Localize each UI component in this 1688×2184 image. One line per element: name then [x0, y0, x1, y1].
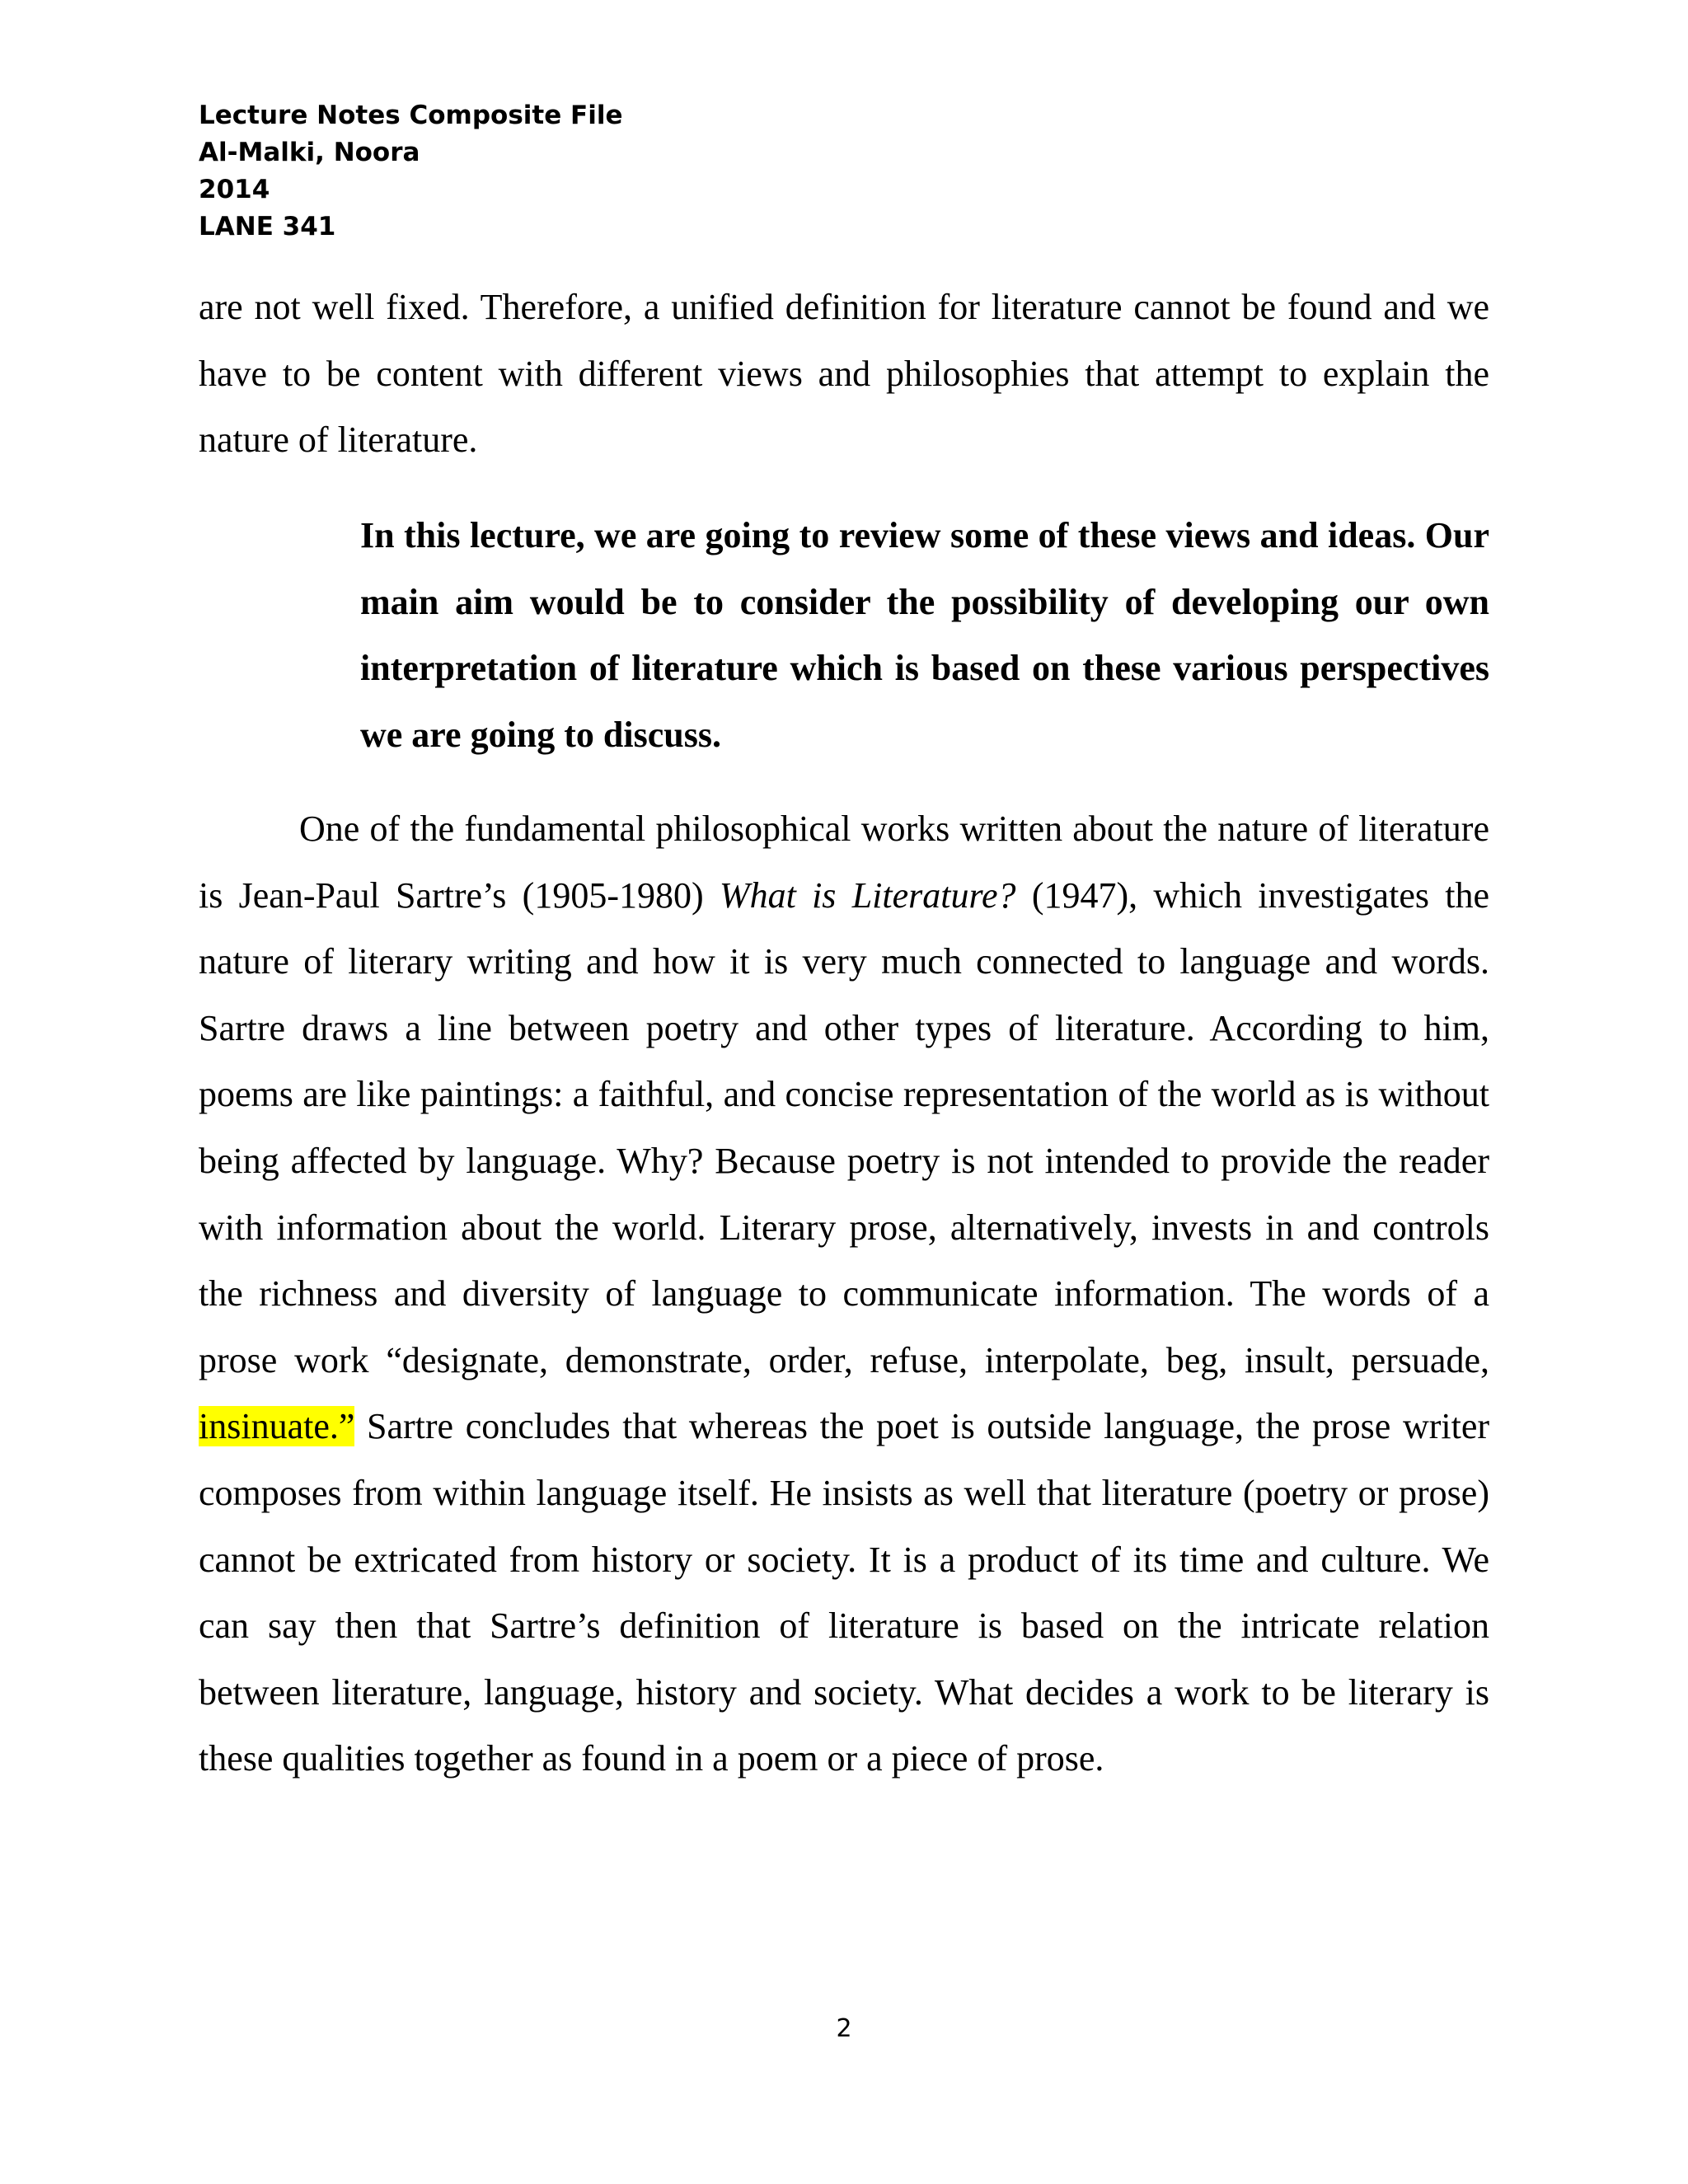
sartre-text-part3: Sartre concludes that whereas the poet is outside language, the prose writer composes from within language itself. He insists as well that literature (poetry or prose) cannot be extricated from history or society. It is a product of its time and culture. We can say then that Sartre’s definition of literature is based on the intricate relation between literature, language, history and society. What decides a work to be literary is these qualities together as found in a poem or a piece of prose. [199, 1406, 1489, 1779]
header-title: Lecture Notes Composite File [199, 101, 623, 130]
highlighted-quote: insinuate.” [199, 1406, 355, 1447]
header-author: Al-Malki, Noora [199, 138, 420, 167]
sartre-text-part2: (1947), which investigates the nature of literary writing and how it is very much connected to language and words. Sartre draws a line between poetry and other types of literature. According to him, poems are like paintings: a faithful, and concise representation of the world as is without being affected by language. Why? Because poetry is not intended to provide the reader with information about the world. Literary prose, alternatively, invests in and controls the richness and diversity of language to communicate information. The words of a prose work “designate, demonstrate, order, refuse, interpolate, beg, insult, persuade, [199, 874, 1490, 1380]
sartre-text-part1: One of the fundamental philosophical works written about the nature of literature is Jean-Paul Sartre’s (1905-1980) [199, 808, 1489, 916]
page-number: 2 [836, 2014, 852, 2043]
paragraph-intro: are not well fixed. Therefore, a unified definition for literature cannot be found and we have to be content with different views and philosophies that attempt to explain the nature of literature. [199, 287, 1489, 461]
document-header [199, 97, 622, 246]
header-course: LANE 341 [199, 212, 336, 241]
lecture-aim-block: In this lecture, we are going to review some of these views and ideas. Our main aim would be to consider the possibility of developing our own interpretation of literature which is based on these various perspectives we are going to discuss. [360, 515, 1489, 755]
header-year: 2014 [199, 175, 270, 204]
paragraph-sartre [199, 796, 1489, 1793]
book-title: What is Literature? [719, 874, 1016, 916]
